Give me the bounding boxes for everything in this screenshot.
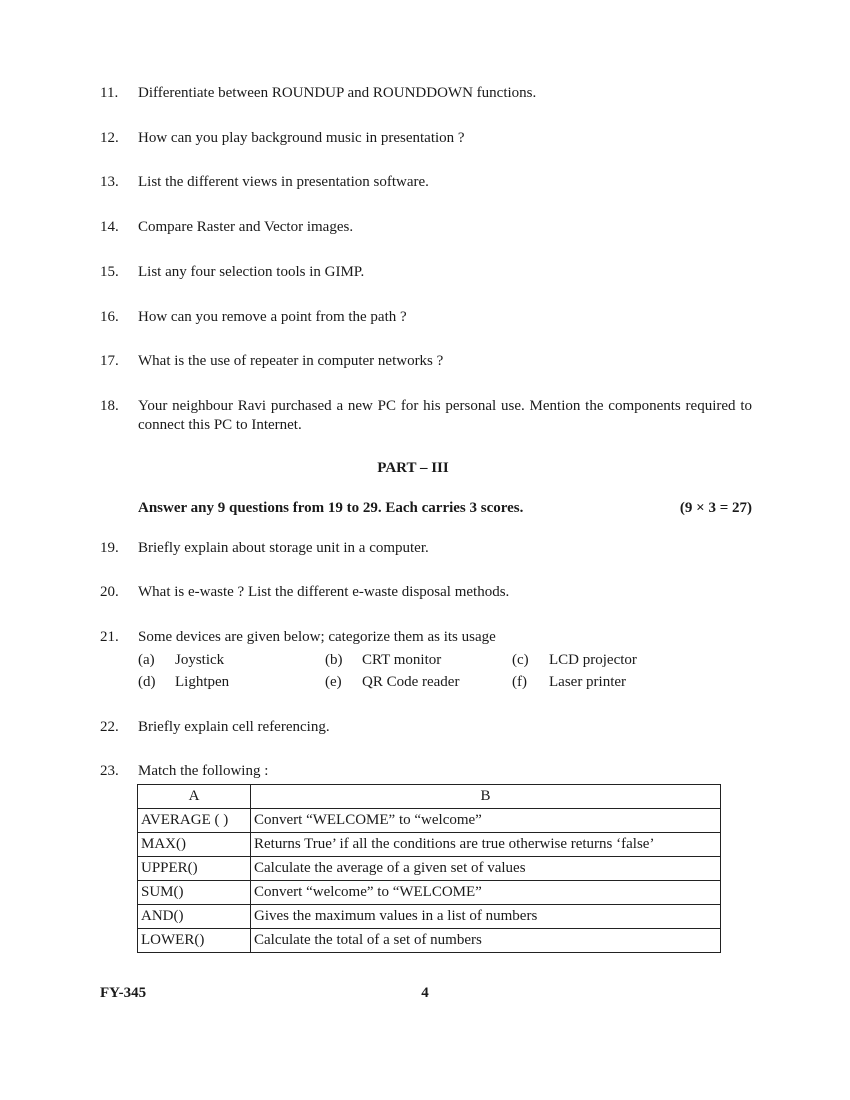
- option-label: (c): [512, 652, 529, 668]
- question-text: What is e-waste ? List the different e-waste disposal methods.: [138, 584, 510, 600]
- table-cell-b: Calculate the average of a given set of values: [251, 857, 721, 881]
- question-number: 13.: [100, 174, 119, 190]
- option-label: (e): [325, 674, 342, 690]
- question-15: [100, 263, 752, 282]
- question-text: How can you remove a point from the path ?: [138, 309, 407, 325]
- question-12: [100, 129, 752, 148]
- paper-code: FY-345: [100, 985, 147, 1001]
- table-cell-b: Gives the maximum values in a list of numbers: [251, 905, 721, 929]
- part-heading: PART – III: [377, 460, 449, 476]
- table-cell-b: Convert “welcome” to “WELCOME”: [251, 881, 721, 905]
- table-cell-a: SUM(): [138, 881, 251, 905]
- question-number: 11.: [100, 85, 119, 101]
- question-text: Briefly explain about storage unit in a computer.: [138, 540, 429, 556]
- table-cell-a: AND(): [138, 905, 251, 929]
- table-cell-a: UPPER(): [138, 857, 251, 881]
- column-header-a: A: [138, 785, 251, 809]
- question-text: What is the use of repeater in computer networks ?: [138, 353, 444, 369]
- table-row: [138, 809, 721, 833]
- question-text: Match the following :: [138, 763, 269, 779]
- table-row: [138, 905, 721, 929]
- question-number: 12.: [100, 130, 119, 146]
- option-text: Joystick: [175, 652, 225, 668]
- page-number: 4: [421, 985, 429, 1001]
- question-17: [100, 352, 752, 371]
- table-cell-b: Calculate the total of a set of numbers: [251, 929, 721, 953]
- question-text: Briefly explain cell referencing.: [138, 719, 330, 735]
- question-11: [100, 84, 752, 103]
- question-number: 23.: [100, 763, 119, 779]
- column-header-b: B: [251, 785, 721, 809]
- question-number: 22.: [100, 719, 119, 735]
- option-label: (b): [325, 652, 343, 668]
- option-d: [138, 671, 229, 693]
- question-text: How can you play background music in presentation ?: [138, 130, 465, 146]
- question-16: [100, 308, 752, 327]
- option-b: [325, 649, 441, 671]
- question-text: List any four selection tools in GIMP.: [138, 264, 365, 280]
- option-e: [325, 671, 459, 693]
- table-row: [138, 929, 721, 953]
- question-22: [100, 718, 752, 737]
- option-text: Laser printer: [549, 674, 627, 690]
- question-number: 18.: [100, 398, 119, 414]
- question-number: 21.: [100, 629, 119, 645]
- table-row: [138, 881, 721, 905]
- option-label: (a): [138, 652, 155, 668]
- question-number: 17.: [100, 353, 119, 369]
- question-text: Your neighbour Ravi purchased a new PC for his personal use. Mention the components required to connect this PC to Internet.: [138, 398, 752, 433]
- question-text: Differentiate between ROUNDUP and ROUNDDOWN functions.: [138, 85, 537, 101]
- option-c: [512, 649, 637, 671]
- option-a: [138, 649, 224, 671]
- question-13: [100, 173, 752, 192]
- question-number: 16.: [100, 309, 119, 325]
- table-header-row: [138, 785, 721, 809]
- question-23: [100, 762, 752, 781]
- option-text: LCD projector: [549, 652, 637, 668]
- table-cell-a: MAX(): [138, 833, 251, 857]
- table-row: [138, 833, 721, 857]
- section-instruction: [138, 500, 752, 517]
- option-text: CRT monitor: [362, 652, 442, 668]
- question-text: List the different views in presentation software.: [138, 174, 429, 190]
- question-text: Compare Raster and Vector images.: [138, 219, 354, 235]
- option-label: (d): [138, 674, 156, 690]
- option-text: QR Code reader: [362, 674, 460, 690]
- question-number: 15.: [100, 264, 119, 280]
- question-14: [100, 218, 752, 237]
- option-f: [512, 671, 626, 693]
- table-cell-b: Convert “WELCOME” to “welcome”: [251, 809, 721, 833]
- table-cell-b: Returns True’ if all the conditions are true otherwise returns ‘false’: [251, 833, 721, 857]
- question-18: [100, 397, 752, 435]
- question-number: 20.: [100, 584, 119, 600]
- table-row: [138, 857, 721, 881]
- match-table: [137, 784, 721, 953]
- question-21: [100, 628, 752, 647]
- option-text: Lightpen: [175, 674, 230, 690]
- option-label: (f): [512, 674, 527, 690]
- marks-allocation: (9 × 3 = 27): [679, 500, 752, 516]
- question-text: Some devices are given below; categorize them as its usage: [138, 629, 496, 645]
- question-20: [100, 583, 752, 602]
- question-number: 14.: [100, 219, 119, 235]
- table-cell-a: AVERAGE ( ): [138, 809, 251, 833]
- question-19: [100, 539, 752, 558]
- table-cell-a: LOWER(): [138, 929, 251, 953]
- instruction-text: Answer any 9 questions from 19 to 29. Each carries 3 scores.: [138, 500, 524, 516]
- question-number: 19.: [100, 540, 119, 556]
